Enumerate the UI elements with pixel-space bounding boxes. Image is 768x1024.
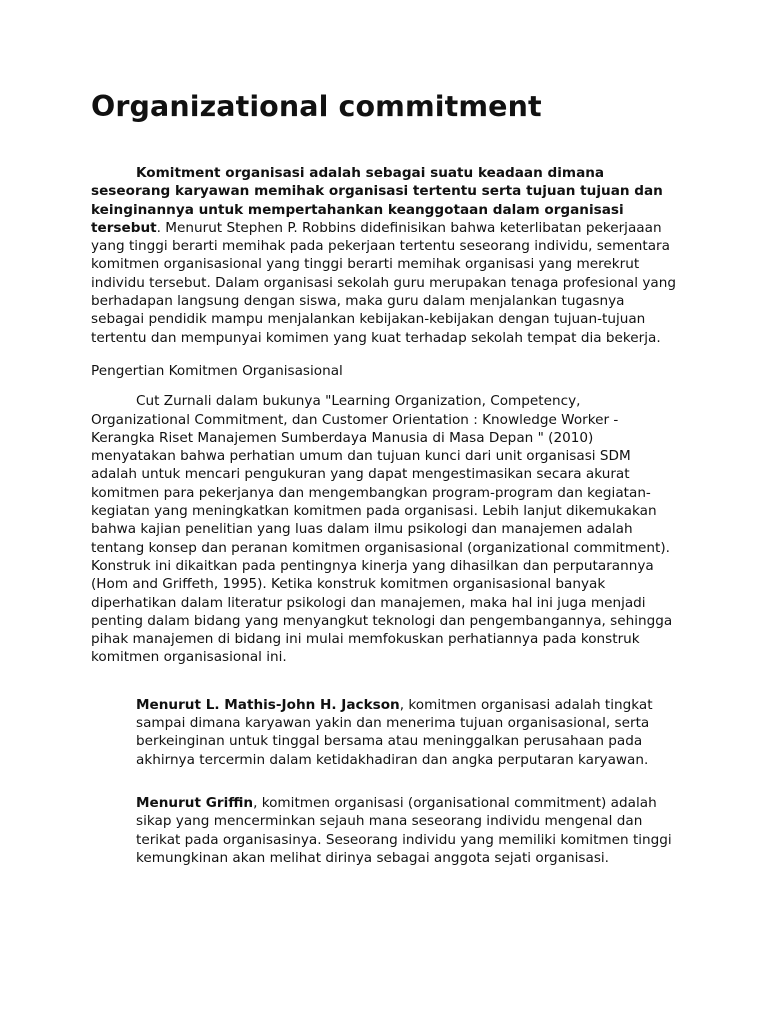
intro-paragraph bbox=[91, 164, 681, 347]
quote-mathis-jackson bbox=[136, 696, 681, 769]
quote-griffin bbox=[136, 794, 681, 867]
document-title: Organizational commitment bbox=[91, 90, 542, 123]
section-heading: Pengertian Komitmen Organisasional bbox=[91, 362, 343, 379]
document-page bbox=[91, 90, 681, 867]
quote-text: , komitmen organisasi adalah tingkat sampai dimana karyawan yakin dan menerima tujuan organisasional, serta berkeinginan untuk tinggal bersama atau meninggalkan perusahaan pada akhirnya tercermin dalam ketidakhadiran dan angka perputaran karyawan. bbox=[136, 696, 653, 768]
intro-bold-definition: Komitment organisasi adalah sebagai suatu keadaan dimana seseorang karyawan memihak organisasi tertentu serta tujuan tujuan dan keinginannya untuk mempertahankan keanggotaan dalam organisasi tersebut bbox=[91, 165, 663, 236]
intro-text: . Menurut Stephen P. Robbins didefinisikan bahwa keterlibatan pekerjaaan yang tinggi berarti memihak pada pekerjaan tertentu seseorang individu, sementara komitmen organisasional yang tinggi berarti memihak organisasi yang merekrut individu tersebut. Dalam organisasi sekolah guru merupakan tenaga profesional yang berhadapan langsung dengan siswa, maka guru dalam menjalankan tugasnya sebagai pendidik mampu menjalankan kebijakan-kebijakan dengan tujuan-tujuan tertentu dan mempunyai komimen yang kuat terhadap sekolah tempat dia bekerja. bbox=[91, 219, 676, 346]
quote-text: , komitmen organisasi (organisational commitment) adalah sikap yang mencerminkan sejauh mana seseorang individu mengenal dan terikat pada organisasinya. Seseorang individu yang memiliki komitmen tinggi kemungkinan akan melihat dirinya sebagai anggota sejati organisasi. bbox=[136, 794, 672, 866]
quote-author: Menurut L. Mathis-John H. Jackson bbox=[136, 696, 400, 713]
quote-author: Menurut Griffin bbox=[136, 794, 254, 811]
section-paragraph: Cut Zurnali dalam bukunya "Learning Organization, Competency, Organizational Commitment, dan Customer Orientation : Knowledge Worker - Kerangka Riset Manajemen Sumberdaya Manusia di Masa Depan " (2010) menyatakan bahwa perhatian umum dan tujuan kunci dari unit organisasi SDM adalah untuk mencari pengukuran yang dapat mengestimasikan secara akurat komitmen para pekerjanya dan mengembangkan program-program dan kegiatan-kegiatan yang meningkatkan komitmen pada organisasi. Lebih lanjut dikemukakan bahwa kajian penelitian yang luas dalam ilmu psikologi dan manajemen adalah tentang konsep dan peranan komitmen organisasional (organizational commitment). Konstruk ini dikaitkan pada pentingnya kinerja yang dihasilkan dan perputarannya (Hom and Griffeth, 1995). Ketika konstruk komitmen organisasional banyak diperhatikan dalam literatur psikologi dan manajemen, maka hal ini juga menjadi penting dalam bidang yang menyangkut teknologi dan pengembangannya, sehingga pihak manajemen di bidang ini mulai memfokuskan perhatiannya pada konstruk komitmen organisasional ini. bbox=[91, 393, 673, 666]
